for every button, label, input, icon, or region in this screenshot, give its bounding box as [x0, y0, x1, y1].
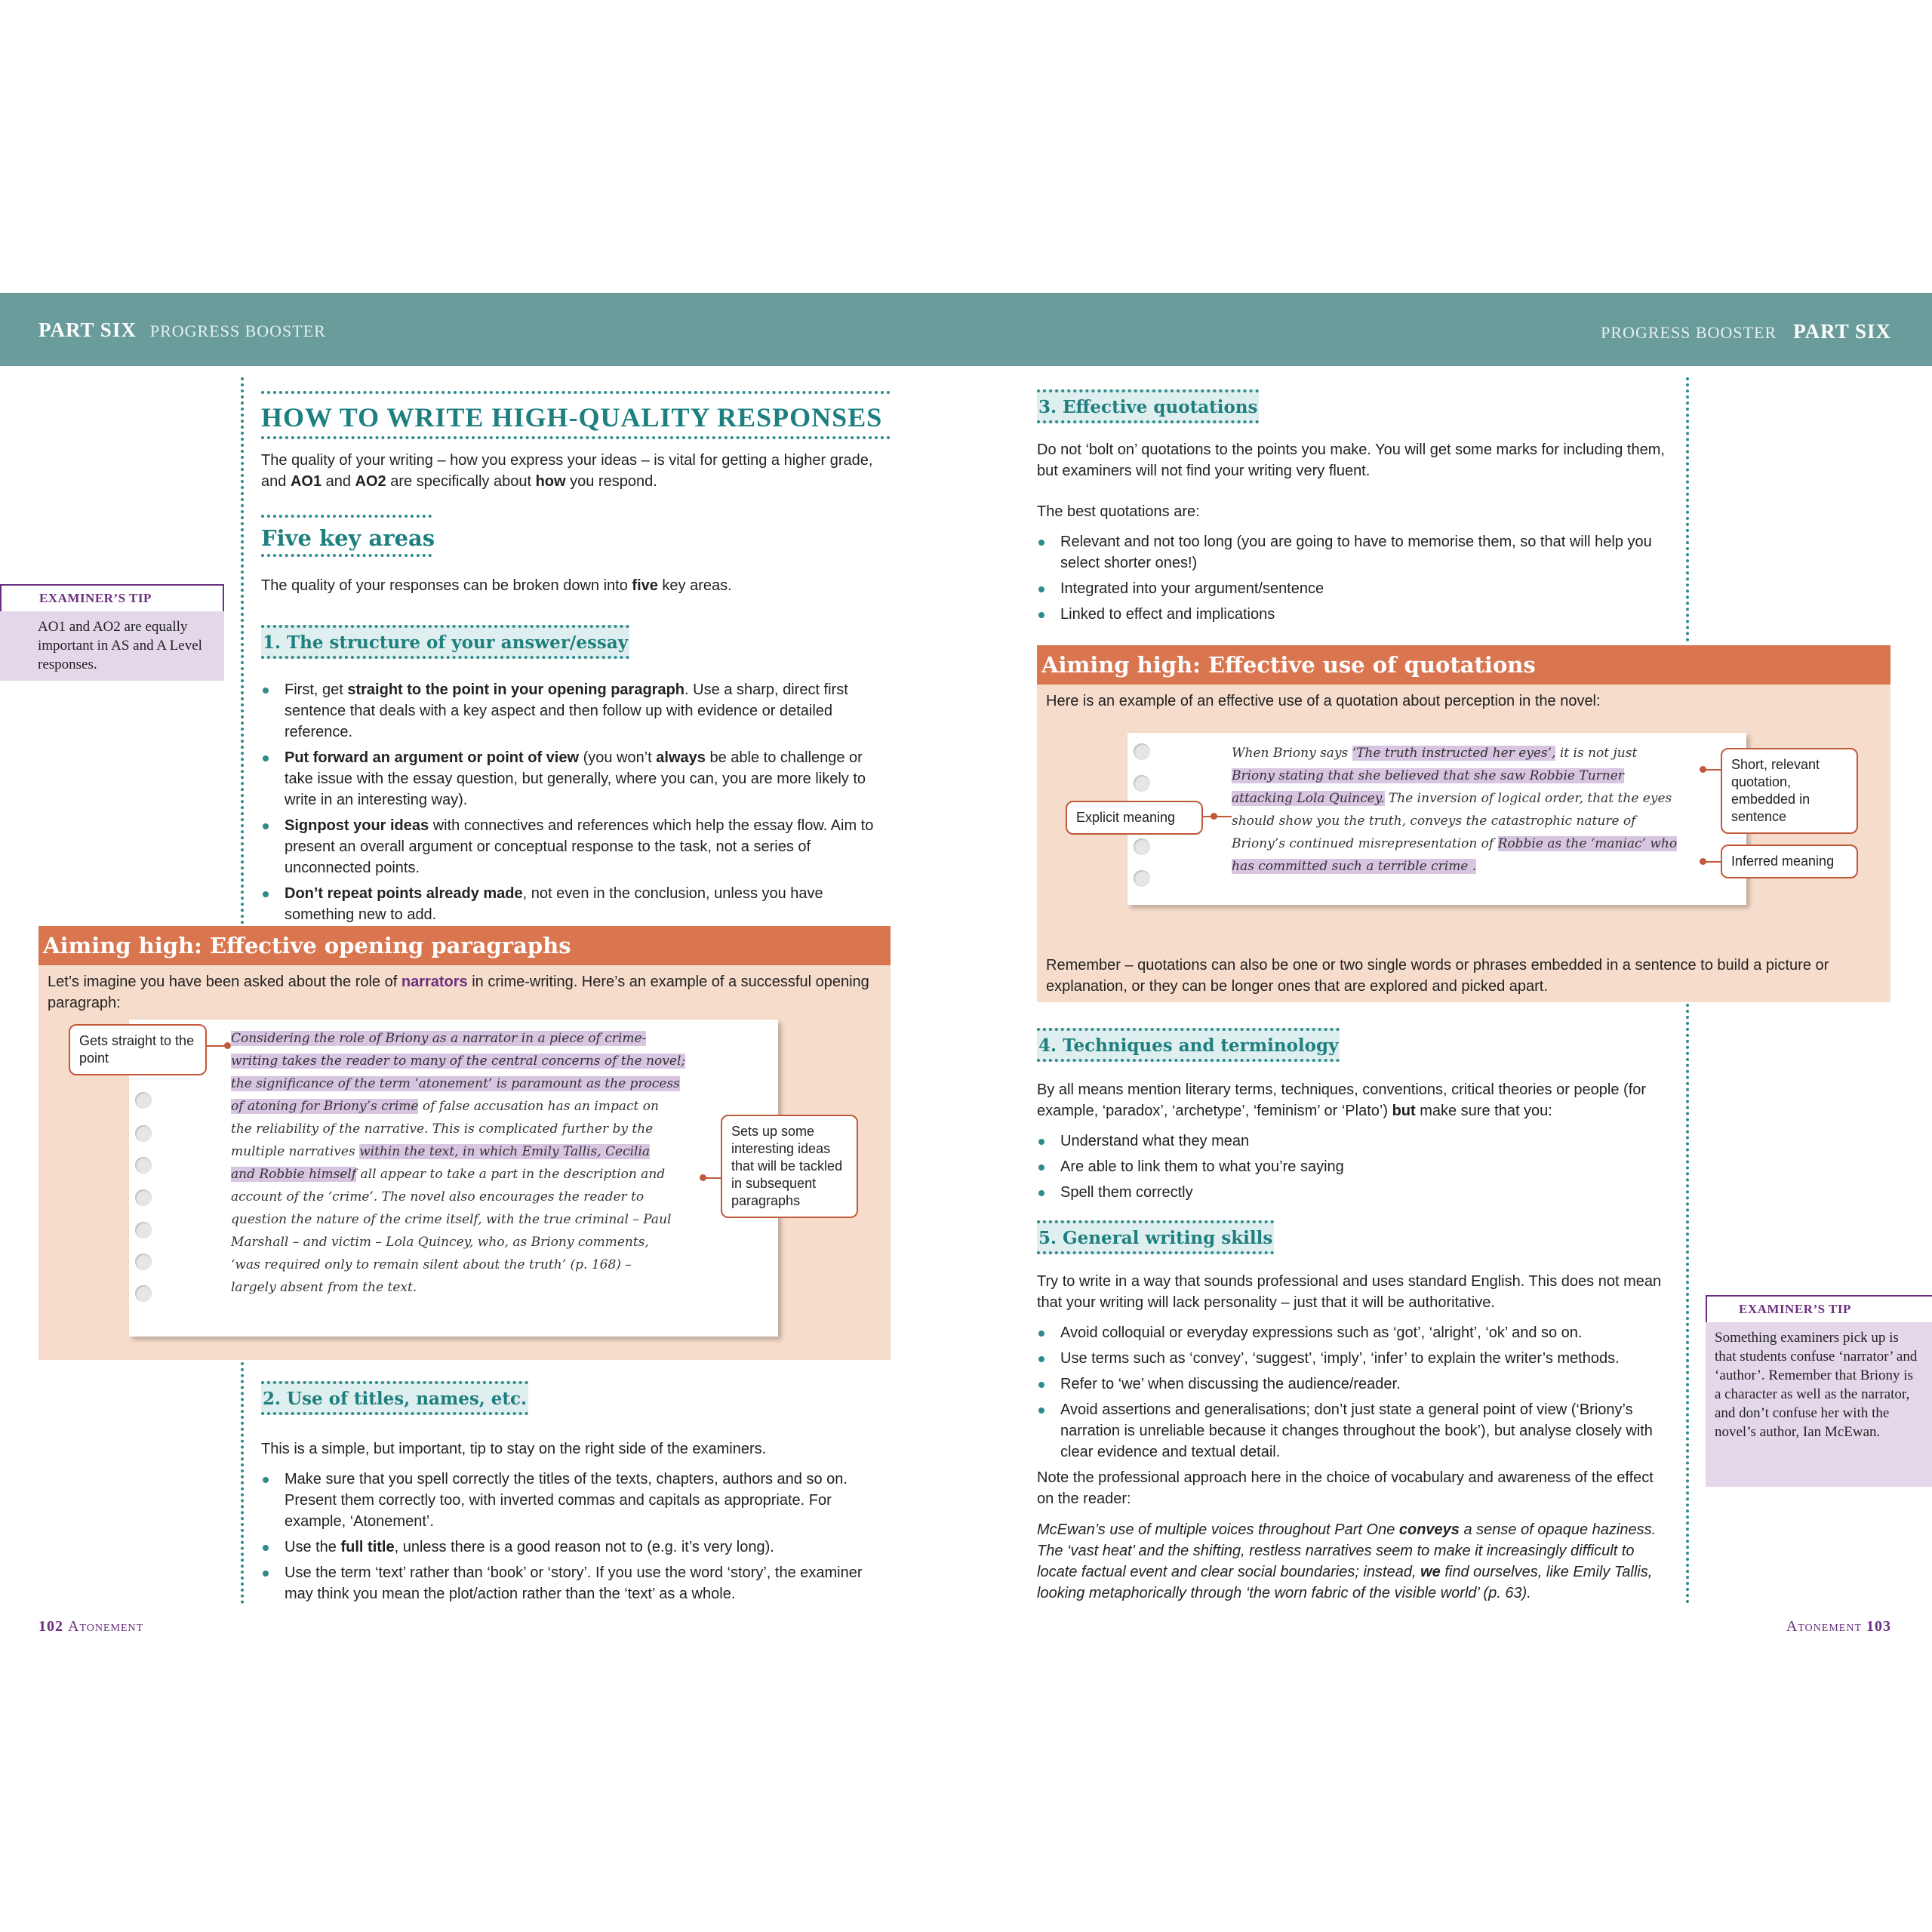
page-number: 102 [38, 1618, 63, 1635]
page-title: HOW TO WRITE HIGH-QUALITY RESPONSES [261, 391, 891, 439]
book-title: Atonement [68, 1618, 144, 1635]
examiners-tip-body: AO1 and AO2 are equally important in AS and A Level responses. [38, 619, 202, 672]
header-right-part: PART SIX [1793, 320, 1891, 343]
list-item: Use the term ‘text’ rather than ‘book’ or ‘story’. If you use the word ‘story’, the examiner may think you mean the plot/action rather than the ‘text’ as a whole. [261, 1562, 891, 1604]
left-margin-rule-lower [241, 1362, 244, 1604]
list-item: Integrated into your argument/sentence [1037, 578, 1671, 599]
section-3-list [1037, 531, 1671, 629]
hole [1134, 775, 1150, 792]
section-4-heading: 4. Techniques and terminology [1037, 1028, 1340, 1062]
text-line: writing takes the reader to many of the central concerns of the novel; [231, 1054, 686, 1069]
list-item: Linked to effect and implications [1037, 604, 1671, 625]
examiners-tip-body: Something examiners pick up is that students confuse ‘narrator’ and ‘author’. Remember that Briony is a character as well as the narrator, and don’t confuse her with the novel’s author, Ian McEwan. [1715, 1330, 1918, 1440]
hole [135, 1285, 152, 1302]
list-item: First, get straight to the point in your opening paragraph. Use a sharp, direct first sentence that deals with a key aspect and then follow up with evidence or detailed reference. [261, 679, 891, 743]
right-margin-rule-upper [1686, 377, 1689, 641]
callout-dot [1700, 858, 1706, 865]
list-item: Spell them correctly [1037, 1182, 1671, 1203]
hole [135, 1157, 152, 1174]
text-line: Considering the role of Briony as a narrator in a piece of crime- [231, 1031, 647, 1046]
callout-dot [224, 1042, 231, 1049]
callout-short-relevant: Short, relevant quotation, embedded in sentence [1721, 748, 1858, 834]
list-item: Use terms such as ‘convey’, ‘suggest’, ‘imply’, ‘infer’ to explain the writer’s methods. [1037, 1348, 1671, 1369]
header-right-section: PROGRESS BOOSTER [1601, 323, 1777, 342]
aiming-high-opening-intro: Let’s imagine you have been asked about the role of narrators in crime-writing. Here’s an example of a successful opening paragraph: [48, 974, 869, 1011]
text-line: Briony stating that she believed that she saw Robbie Turner [1232, 768, 1624, 783]
hole [135, 1092, 152, 1109]
book-title: Atonement [1786, 1618, 1862, 1635]
section-1-list [261, 679, 891, 930]
folio-right [1786, 1618, 1891, 1635]
hole [1134, 743, 1150, 760]
text-line: should show you the truth, conveys the catastrophic nature of [1232, 814, 1636, 829]
hole [1134, 870, 1150, 887]
section-1-heading: 1. The structure of your answer/essay [261, 625, 629, 659]
examiners-tip-right [1706, 1295, 1932, 1487]
header-right [1601, 320, 1891, 343]
section-3-para-2: The best quotations are: [1037, 503, 1200, 520]
hole [135, 1254, 152, 1270]
section-4-list [1037, 1131, 1671, 1208]
text-line: of atoning for Briony’s crime of false accusation has an impact on [231, 1099, 659, 1114]
aiming-high-opening-box [38, 926, 891, 1360]
aiming-high-quotations-title: Aiming high: Effective use of quotations [1037, 645, 1890, 685]
list-item: Understand what they mean [1037, 1131, 1671, 1152]
running-header [0, 293, 1932, 366]
callout-inferred-meaning: Inferred meaning [1721, 844, 1858, 878]
section-3-para-1: Do not ‘bolt on’ quotations to the points you make. You will get some marks for including them, but examiners will not find your writing very fluent. [1037, 441, 1665, 479]
examiners-tip-heading: EXAMINER’S TIP [1706, 1295, 1932, 1322]
header-left-part: PART SIX [38, 318, 137, 341]
text-line: has committed such a terrible crime . [1232, 859, 1477, 874]
sample-paragraph-text [231, 1027, 774, 1299]
hole [135, 1189, 152, 1206]
text-line: attacking Lola Quincey. The inversion of logical order, that the eyes [1232, 791, 1672, 806]
aiming-high-quotations-box [1037, 645, 1890, 1002]
hole [1134, 838, 1150, 855]
section-5-list [1037, 1322, 1671, 1467]
text-line: Briony’s continued misrepresentation of Robbie as the ‘maniac’ who [1232, 836, 1678, 851]
aiming-high-quotations-intro: Here is an example of an effective use of a quotation about perception in the novel: [1046, 693, 1601, 709]
section-5-para-1: Try to write in a way that sounds professional and uses standard English. This does not mean that your writing will lack personality – just that it will be authoritative. [1037, 1273, 1662, 1311]
callout-sets-up-ideas: Sets up some interesting ideas that will be tackled in subsequent paragraphs [721, 1115, 858, 1218]
list-item: Refer to ‘we’ when discussing the audience/reader. [1037, 1374, 1671, 1395]
list-item: Put forward an argument or point of view (you won’t always be able to challenge or take issue with the essay question, but generally, where you can, you are more likely to write in an interesting way). [261, 747, 891, 811]
section-2-list [261, 1469, 891, 1609]
five-key-areas-intro: The quality of your responses can be broken down into five key areas. [261, 577, 732, 594]
section-2-intro: This is a simple, but important, tip to stay on the right side of the examiners. [261, 1441, 767, 1457]
text-line: account of the ‘crime’. The novel also encourages the reader to [231, 1189, 645, 1204]
text-line: the significance of the term ‘atonement’ is paramount as the process [231, 1076, 680, 1091]
callout-dot [1211, 813, 1217, 820]
list-item: Don’t repeat points already made, not even in the conclusion, unless you have something new to add. [261, 883, 891, 925]
callout-dot [1700, 766, 1706, 773]
left-margin-rule-upper [241, 377, 244, 924]
list-item: Use the full title, unless there is a good reason not to (e.g. it’s very long). [261, 1537, 891, 1558]
sample-quotation-paper [1128, 733, 1746, 905]
text-line: and Robbie himself all appear to take a part in the description and [231, 1167, 666, 1182]
text-line: question the nature of the crime itself, with the true criminal – Paul [231, 1212, 672, 1227]
text-line: largely absent from the text. [231, 1280, 417, 1295]
header-left [38, 318, 326, 342]
section-4-para: By all means mention literary terms, techniques, conventions, critical theories or people (for example, ‘paradox’, ‘archetype’, ‘feminism’ or ‘Plato’) but make sure that you: [1037, 1081, 1647, 1119]
text-line: When Briony says ‘The truth instructed her eyes’, it is not just [1232, 746, 1638, 761]
aiming-high-quotations-remember: Remember – quotations can also be one or two single words or phrases embedded in a sentence to build a picture or explanation, or they can be longer ones that are explored and picked apart. [1046, 957, 1829, 995]
list-item: Relevant and not too long (you are going to have to memorise them, so that will help you select shorter ones!) [1037, 531, 1671, 574]
section-5-para-2: Note the professional approach here in the choice of vocabulary and awareness of the effect on the reader: [1037, 1469, 1654, 1507]
callout-dot [700, 1174, 706, 1181]
intro-paragraph: The quality of your writing – how you express your ideas – is vital for getting a higher grade, and AO1 and AO2 are specifically about how you respond. [261, 452, 873, 490]
page-number: 103 [1866, 1618, 1891, 1635]
list-item: Are able to link them to what you’re saying [1037, 1156, 1671, 1177]
hole [135, 1125, 152, 1142]
five-key-areas-heading: Five key areas [261, 515, 432, 557]
text-line: the reliability of the narrative. This is complicated further by the [231, 1121, 654, 1137]
section-5-heading: 5. General writing skills [1037, 1220, 1274, 1254]
examiners-tip-left [0, 584, 224, 681]
header-left-section: PROGRESS BOOSTER [149, 321, 326, 340]
list-item: Signpost your ideas with connectives and references which help the essay flow. Aim to present an overall argument or conceptual response to the task, not a series of unconnected points. [261, 815, 891, 878]
examiners-tip-heading: EXAMINER’S TIP [0, 584, 224, 611]
list-item: Avoid colloquial or everyday expressions such as ‘got’, ‘alright’, ‘ok’ and so on. [1037, 1322, 1671, 1343]
sample-paragraph-paper [129, 1020, 778, 1337]
list-item: Make sure that you spell correctly the titles of the texts, chapters, authors and so on. Present them correctly too, with inverted commas and capitals as appropriate. For example, ‘Atonement’. [261, 1469, 891, 1532]
callout-explicit-meaning: Explicit meaning [1066, 801, 1203, 835]
text-line: ‘was required only to remain silent about the truth’ (p. 168) – [231, 1257, 632, 1272]
list-item: Avoid assertions and generalisations; don’t just state a general point of view (‘Briony’s narration is unreliable because it changes throughout the book’), but analyse closely with clear evidence and textual detail. [1037, 1399, 1671, 1463]
sample-quotation-text [1232, 742, 1745, 878]
section-2-heading: 2. Use of titles, names, etc. [261, 1381, 528, 1415]
aiming-high-opening-title: Aiming high: Effective opening paragraphs [38, 926, 891, 965]
section-3-heading: 3. Effective quotations [1037, 389, 1259, 423]
section-5-example: McEwan’s use of multiple voices throughout Part One conveys a sense of opaque haziness. The ‘vast heat’ and the shifting, restless narratives seem to make it increasingly difficult to locate factual event and clear social boundaries; instead, we find ourselves, like Emily Tallis, looking metaphorically through ‘the worn fabric of the visible world’ (p. 63). [1037, 1521, 1657, 1601]
text-line: multiple narratives within the text, in which Emily Tallis, Cecilia [231, 1144, 651, 1159]
folio-left [38, 1618, 143, 1635]
right-margin-rule-lower [1686, 1004, 1689, 1604]
text-line: Marshall – and victim – Lola Quincey, who, as Briony comments, [231, 1235, 649, 1250]
hole [135, 1222, 152, 1238]
callout-straight-to-point: Gets straight to the point [69, 1024, 207, 1075]
